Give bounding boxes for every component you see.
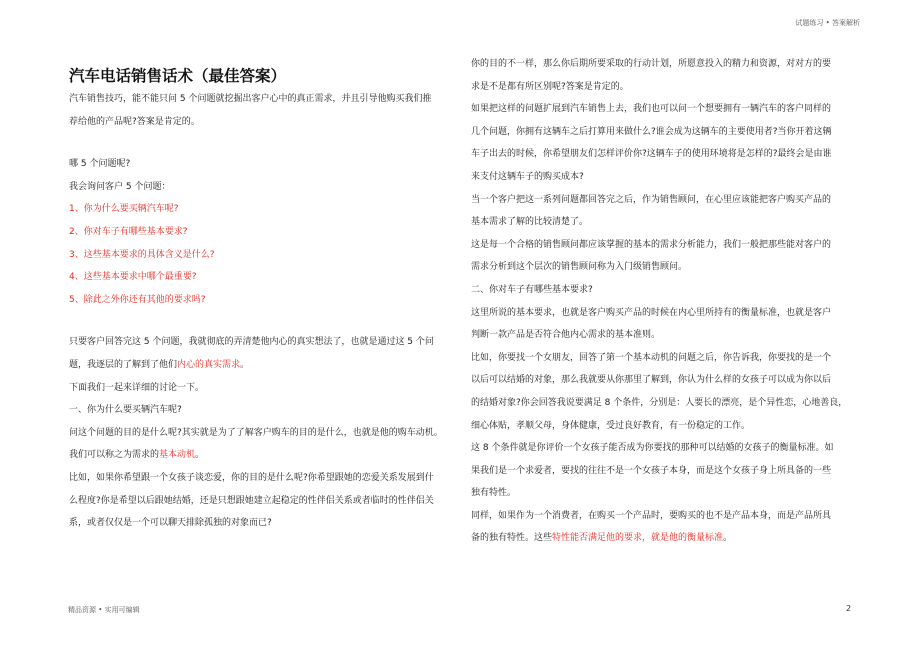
right-line-10: 需求分析到这个层次的销售顾问称为入门级销售顾问。: [471, 262, 688, 273]
intro-line-1: 汽车销售技巧，能不能只问 5 个问题就挖掘出客户心中的真正需求，并且引导他购买我们推: [69, 94, 432, 104]
right-line-6: 来支付这辆车子的购买成本?: [471, 171, 584, 182]
page-header: 试题练习 • 答案解析: [795, 19, 860, 27]
right-line-12: 这里所说的基本要求，也就是客户购买产品的时候在内心里所持有的衡量标准，也就是客户: [471, 307, 832, 318]
section-2-heading: 二、你对车子有哪些基本要求?: [471, 284, 593, 295]
example-line-1: 比如，如果你希望跟一个女孩子谈恋爱，你的目的是什么呢?你希望跟她的恋爱关系发展到什: [69, 472, 434, 483]
right-line-13: 判断一款产品是否符合他内心需求的基本准则。: [471, 330, 661, 341]
question-2: 2、你对车子有哪些基本要求?: [69, 226, 188, 237]
right-line-1: 你的目的不一样，那么你后期所要采取的行动计划，所愿意投入的精力和资源，对对方的要: [471, 59, 832, 69]
right-column: [471, 53, 860, 550]
example-line-3: 系，或者仅仅是一个可以聊天排除孤独的对象而已?: [69, 518, 272, 529]
example-line-2: 么程度?你是希望以后跟她结婚，还是只想跟她建立起稳定的性伴侣关系或者临时的性伴侣关: [69, 495, 434, 506]
document-title: 汽车电话销售话术（最佳答案）: [69, 67, 287, 85]
right-line-7: 当一个客户把这一系列问题都回答完之后，作为销售顾问，在心里应该能把客户购买产品的: [471, 194, 832, 205]
right-line-16: 的结婚对象?你会回答我说要满足 8 个条件，分别是：人要长的漂亮，是个异性恋，心地善良，: [471, 397, 848, 408]
which-questions: 哪 5 个问题呢?: [69, 159, 131, 170]
right-line-22: 备的独有特性。这些特性能否满足他的要求，就是他的衡量标准。: [471, 533, 733, 544]
right-line-8: 基本需求了解的比较清楚了。: [471, 217, 589, 228]
right-line-5: 车子出去的时候，你希望朋友们怎样评价你?这辆车子的使用环境将是怎样的?最终会是由谁: [471, 149, 832, 160]
highlight-true-needs: 内心的真实需求: [177, 359, 241, 370]
right-line-15: 以后可以结婚的对象，那么我就要从你那里了解到，你认为什么样的女孩子可以成为你以后: [471, 375, 832, 386]
question-1: 1、你为什么要买辆汽车呢?: [69, 204, 179, 215]
intro-line-2: 荐给他的产品呢?答案是肯定的。: [69, 116, 200, 127]
right-line-14: 比如，你要找一个女朋友，回答了第一个基本动机的问题之后，你告诉我，你要找的是一个: [471, 352, 832, 363]
right-line-4: 几个问题，你拥有这辆车之后打算用来做什么?谁会成为这辆车的主要使用者?当你开着这辆: [471, 126, 832, 137]
highlight-basic-motive: 基本动机: [159, 450, 196, 461]
ask-intro: 我会询问客户 5 个问题：: [69, 181, 171, 192]
right-line-3: 如果把这样的问题扩展到汽车销售上去，我们也可以问一个想要拥有一辆汽车的客户同样的: [471, 104, 832, 115]
page-number: 2: [846, 604, 852, 613]
section-1-heading: 一、你为什么要买辆汽车呢?: [69, 405, 182, 416]
left-column: [69, 66, 447, 535]
footer-note: 精品资源 • 实用可编辑: [68, 606, 140, 614]
after-line-1: 只要客户回答完这 5 个问题，我就彻底的弄清楚他内心的真实想法了，也就是通过这 5 个问: [69, 337, 434, 348]
right-line-9: 这是每一个合格的销售顾问都应该掌握的基本的需求分析能力，我们一般把那些能对客户的: [471, 239, 832, 250]
right-line-20: 独有特性。: [471, 488, 517, 499]
right-line-21: 同样，如果作为一个消费者，在购买一个产品时，要购买的也不是产品本身，而是产品所具: [471, 510, 832, 521]
right-line-19: 果我们是一个求爱者，要找的往往不是一个女孩子本身，而是这个女孩子身上所具备的一些: [471, 465, 832, 476]
highlight-measure-standard: 特性能否满足他的要求，就是他的衡量标准: [552, 533, 724, 544]
after-line-2: 题，我逐层的了解到了他们内心的真实需求。: [69, 359, 250, 370]
right-line-18: 这 8 个条件就是你评价一个女孩子能否成为你要找的那种可以结婚的女孩子的衡量标准。如: [471, 443, 834, 454]
question-3: 3、这些基本要求的具体含义是什么?: [69, 249, 215, 260]
discuss-line: 下面我们一起来详细的讨论一下。: [69, 382, 205, 393]
purpose-line-1: 问这个问题的目的是什么呢?其实就是为了了解客户购车的目的是什么，也就是他的购车动机。: [69, 427, 443, 438]
purpose-line-2: 我们可以称之为需求的基本动机。: [69, 450, 205, 461]
right-line-2: 求是不是都有所区别呢?答案是肯定的。: [471, 81, 629, 92]
right-line-17: 细心体贴，孝顺父母，身体健康，受过良好教育，有一份稳定的工作。: [471, 420, 751, 431]
question-4: 4、这些基本要求中哪个最重要?: [69, 272, 197, 283]
question-5: 5、除此之外你还有其他的要求吗?: [69, 294, 206, 305]
